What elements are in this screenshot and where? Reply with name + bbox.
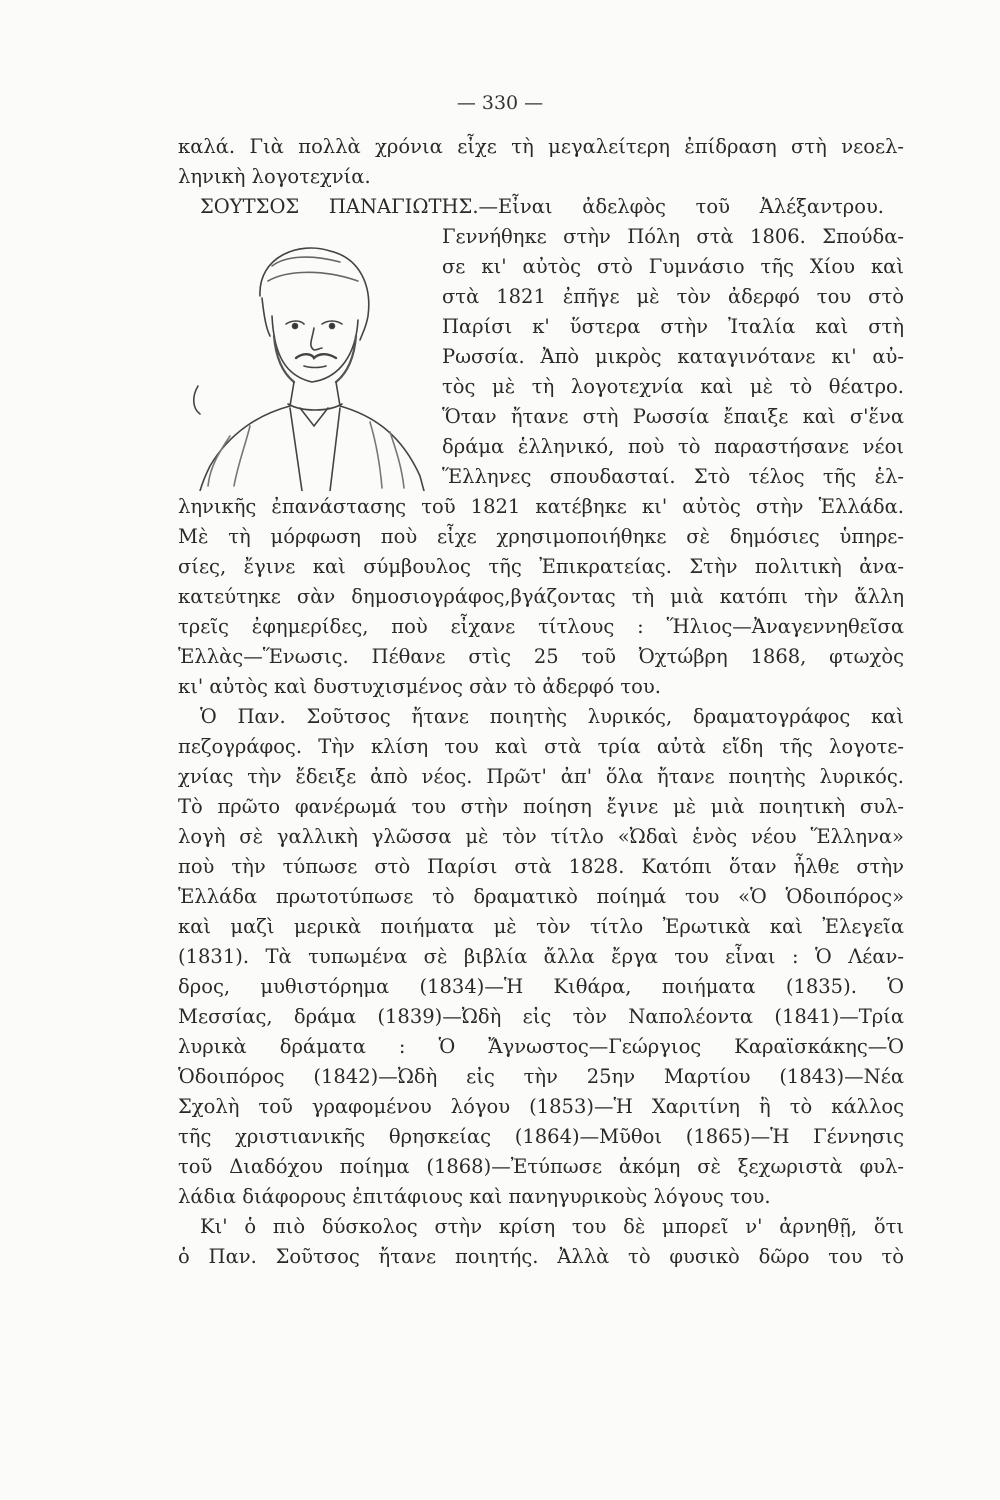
text-line: σίες, ἔγινε καὶ σύμβουλος τῆς Ἐπικρατείας. Στὴν πολιτικὴ ἀνα- [178,555,904,578]
text-line: Ὁδοιπόρος (1842)—Ὠδὴ εἰς τὴν 25ην Μαρτίου (1843)—Νέα [178,1065,904,1088]
text-line: τῆς χριστιανικῆς θρησκείας (1864)—Μῦθοι (1865)—Ἡ Γέννησις [178,1125,904,1148]
author-portrait [190,236,430,491]
text-line: σε κι' αὐτὸς στὸ Γυμνάσιο τῆς Χίου καὶ [442,255,904,278]
text-line: πεζογράφος. Τὴν κλίση του καὶ στὰ τρία αὐτὰ εἴδη τῆς λογοτε- [178,735,904,758]
text-line: καλά. Γιὰ πολλὰ χρόνια εἶχε τὴ μεγαλείτερη ἐπίδραση στὴ νεοελ- [178,135,904,158]
text-line: στὰ 1821 ἐπῆγε μὲ τὸν ἀδερφό του στὸ [442,285,904,308]
text-line: Ὁ Παν. Σοῦτσος ἤτανε ποιητὴς λυρικός, δραματογράφος καὶ [200,705,904,728]
text-line: ληνικῆς ἐπανάστασης τοῦ 1821 κατέβηκε κι' αὐτὸς στὴν Ἑλλάδα. [178,495,904,518]
text-line: Σχολὴ τοῦ γραφομένου λόγου (1853)—Ἡ Χαριτίνη ἢ τὸ κάλλος [178,1095,904,1118]
text-line: Ἑλλὰς—Ἕνωσις. Πέθανε στὶς 25 τοῦ Ὀχτώβρη 1868, φτωχὸς [178,645,904,668]
text-line: καὶ μαζὶ μερικὰ ποιήματα μὲ τὸν τίτλο Ἐρωτικὰ καὶ Ἐλεγεῖα [178,915,904,938]
text-line: Κι' ὁ πιὸ δύσκολος στὴν κρίση του δὲ μπορεῖ ν' ἀρνηθῇ, ὅτι [200,1215,904,1238]
text-line: τὸς μὲ τὴ λογοτεχνία καὶ μὲ τὸ θέατρο. [442,375,904,398]
text-line: (1831). Τὰ τυπωμένα σὲ βιβλία ἄλλα ἔργα του εἶναι : Ὁ Λέαν- [178,945,904,968]
text-line: Ἑλλάδα πρωτοτύπωσε τὸ δραματικὸ ποίημά του «Ὁ Ὁδοιπόρος» [178,885,904,908]
text-line: λάδια διάφορους ἐπιτάφιους καὶ πανηγυρικοὺς λόγους του. [178,1185,771,1208]
text-line: Μεσσίας, δράμα (1839)—Ὠδὴ εἰς τὸν Ναπολέοντα (1841)—Τρία [178,1005,904,1028]
text-line: Ὅταν ἤτανε στὴ Ρωσσία ἔπαιξε καὶ σ'ἕνα [442,405,904,428]
text-line: χνίας τὴν ἔδειξε ἀπὸ νέος. Πρῶτ' ἀπ' ὅλα ἤτανε ποιητὴς λυρικός. [178,765,904,788]
text-line: ὁ Παν. Σοῦτσος ἤτανε ποιητής. Ἀλλὰ τὸ φυσικὸ δῶρο του τὸ [178,1245,904,1268]
text-line: κι' αὐτὸς καὶ δυστυχισμένος σὰν τὸ ἀδερφό του. [178,675,661,698]
text-line: Παρίσι κ' ὕστερα στὴν Ἰταλία καὶ στὴ [442,315,904,338]
text-line: Ἕλληνες σπουδασταί. Στὸ τέλος τῆς ἑλ- [442,465,904,488]
text-line: λυρικὰ δράματα : Ὁ Ἄγνωστος—Γεώργιος Καραϊσκάκης—Ὁ [178,1035,904,1058]
text-line: δρος, μυθιστόρημα (1834)—Ἡ Κιθάρα, ποιήματα (1835). Ὁ [178,975,904,998]
text-line: Ρωσσία. Ἀπὸ μικρὸς καταγινότανε κι' αὐ- [442,345,904,368]
text-line: κατεύτηκε σὰν δημοσιογράφος,βγάζοντας τὴ μιὰ κατόπι τὴν ἄλλη [178,585,904,608]
text-line: Τὸ πρῶτο φανέρωμά του στὴν ποίηση ἔγινε μὲ μιὰ ποιητικὴ συλ- [178,795,904,818]
text-line: δράμα ἑλληνικό, ποὺ τὸ παραστήσανε νέοι [442,435,904,458]
text-line: λογὴ σὲ γαλλικὴ γλῶσσα μὲ τὸν τίτλο «Ὠδαὶ ἑνὸς νέου Ἕλληνα» [178,825,904,848]
text-line: ληνικὴ λογοτεχνία. [178,165,371,188]
page-number: — 330 — [456,92,544,114]
text-line: ποὺ τὴν τύπωσε στὸ Παρίσι στὰ 1828. Κατόπι ὅταν ἦλθε στὴν [178,855,904,878]
text-line: Μὲ τὴ μόρφωση ποὺ εἶχε χρησιμοποιήθηκε σὲ δημόσιες ὑπηρε- [178,525,904,548]
text-line: ΣΟΥΤΣΟΣ ΠΑΝΑΓΙΩΤΗΣ.—Εἶναι ἀδελφὸς τοῦ Ἀλέξαντρου. [200,195,884,218]
text-line: Γεννήθηκε στὴν Πόλη στὰ 1806. Σπούδα- [442,225,904,248]
text-line: τρεῖς ἐφημερίδες, ποὺ εἶχανε τίτλους : Ἥλιος—Ἀναγεννηθεῖσα [178,615,904,638]
text-line: τοῦ Διαδόχου ποίημα (1868)—Ἐτύπωσε ἀκόμη σὲ ξεχωριστὰ φυλ- [178,1155,904,1178]
